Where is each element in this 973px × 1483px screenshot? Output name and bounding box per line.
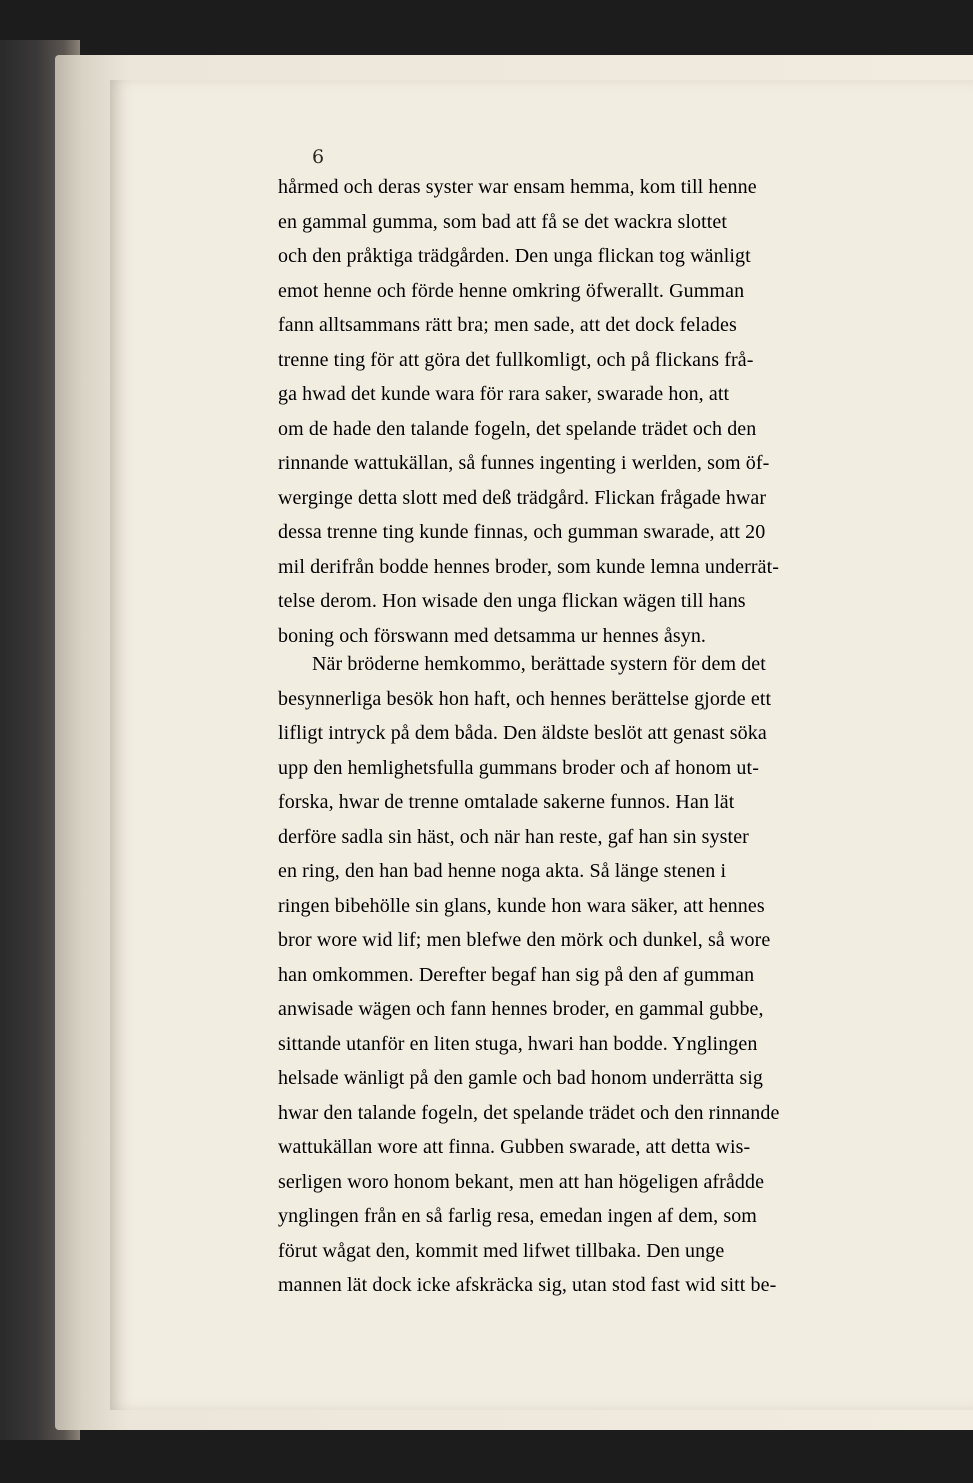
text-line: wattukällan wore att finna. Gubben swarade, att detta wis- — [278, 1136, 751, 1158]
text-line: ringen bibehölle sin glans, kunde hon wara säker, att hennes — [278, 894, 765, 917]
text-line: hwar den talande fogeln, det spelande trädet och den rinnande — [278, 1101, 780, 1124]
text-line: ga hwad det kunde wara för rara saker, swarade hon, att — [278, 383, 730, 405]
text-line: emot henne och förde henne omkring öfwerallt. Gumman — [278, 279, 745, 302]
text-line: trenne ting för att göra det fullkomligt, och på flickans frå- — [278, 348, 754, 371]
paragraph-2 — [278, 647, 779, 1303]
text-line: boning och förswann med detsamma ur hennes åsyn. — [278, 624, 707, 647]
text-line: han omkommen. Derefter begaf han sig på den af gumman — [278, 963, 755, 986]
text-line: hårmed och deras syster war ensam hemma, kom till henne — [278, 176, 757, 198]
text-line: rinnande wattukällan, så funnes ingenting i werlden, som öf- — [278, 452, 770, 474]
text-line: helsade wänligt på den gamle och bad honom underrätta sig — [278, 1067, 763, 1089]
text-line: en gammal gumma, som bad att få se det wackra slottet — [278, 210, 728, 233]
text-line: mil derifrån bodde hennes broder, som kunde lemna underrät- — [278, 555, 780, 578]
text-line: werginge detta slott med deß trädgård. Flickan frågade hwar — [278, 486, 767, 509]
paragraph-1 — [278, 170, 779, 653]
text-line: bror wore wid lif; men blefwe den mörk och dunkel, så wore — [278, 929, 771, 951]
text-line: När bröderne hemkommo, berättade systern för dem det — [312, 653, 766, 675]
text-line: forska, hwar de trenne omtalade sakerne funnos. Han lät — [278, 791, 735, 813]
page-number: 6 — [312, 146, 325, 168]
text-line: fann alltsammans rätt bra; men sade, att det dock felades — [278, 314, 737, 336]
text-line: dessa trenne ting kunde finnas, och gumman swarade, att 20 — [278, 521, 766, 543]
text-line: en ring, den han bad henne noga akta. Så länge stenen i — [278, 860, 727, 882]
text-line: serligen woro honom bekant, men att han högeligen afrådde — [278, 1170, 765, 1193]
text-line: derföre sadla sin häst, och när han reste, gaf han sin syster — [278, 825, 749, 848]
text-line: telse derom. Hon wisade den unga flickan wägen till hans — [278, 590, 746, 612]
text-line: lifligt intryck på dem båda. Den äldste beslöt att genast söka — [278, 722, 767, 744]
text-line: förut wågat den, kommit med lifwet tillbaka. Den unge — [278, 1239, 725, 1262]
text-line: upp den hemlighetsfulla gummans broder och af honom ut- — [278, 756, 759, 779]
text-line: sittande utanför en liten stuga, hwari han bodde. Ynglingen — [278, 1032, 758, 1055]
text-line: ynglingen från en så farlig resa, emedan ingen af dem, som — [278, 1205, 757, 1227]
text-line: anwisade wägen och fann hennes broder, en gammal gubbe, — [278, 998, 764, 1020]
text-line: och den pråktiga trädgården. Den unga flickan tog wänligt — [278, 245, 751, 267]
text-line: mannen lät dock icke afskräcka sig, utan stod fast wid sitt be- — [278, 1274, 777, 1296]
text-line: besynnerliga besök hon haft, och hennes berättelse gjorde ett — [278, 687, 772, 710]
text-line: om de hade den talande fogeln, det spelande trädet och den — [278, 417, 757, 440]
